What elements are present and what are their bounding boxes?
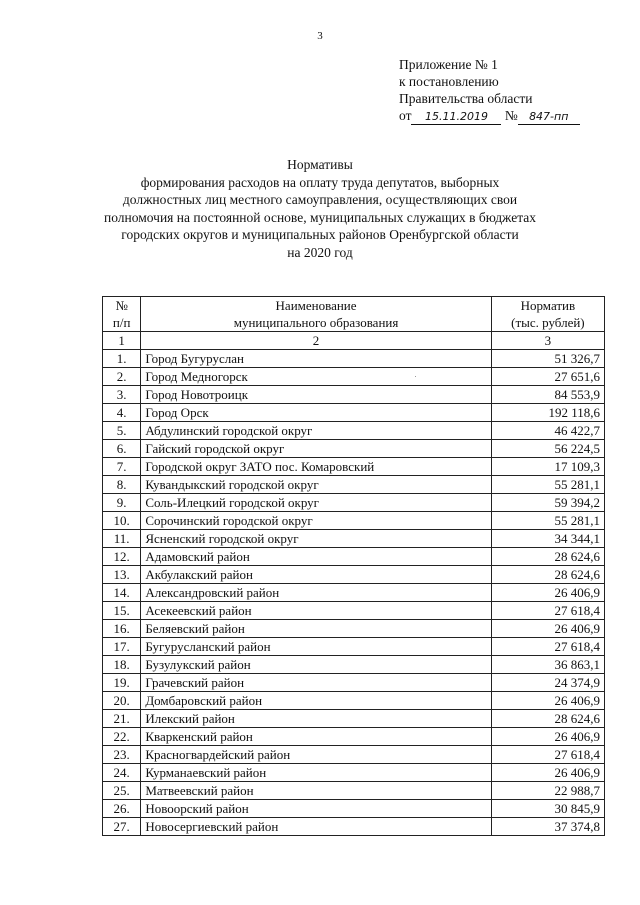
- norm-value: 30 845,9: [491, 800, 604, 818]
- row-number: 18.: [103, 656, 141, 674]
- municipality-name: Гайский городской округ: [141, 440, 491, 458]
- municipality-name: Грачевский район: [141, 674, 491, 692]
- norm-value: 59 394,2: [491, 494, 604, 512]
- header-num-line-1: №: [115, 298, 128, 313]
- table-row: [103, 800, 605, 818]
- table-row: [103, 746, 605, 764]
- title-line-6: на 2020 год: [287, 244, 353, 260]
- norm-value: 37 374,8: [491, 818, 604, 836]
- table-row: [103, 638, 605, 656]
- municipality-name: Акбулакский район: [141, 566, 491, 584]
- appendix-date-number: [399, 107, 580, 125]
- table-row: [103, 656, 605, 674]
- table-row: [103, 422, 605, 440]
- table-row: [103, 530, 605, 548]
- municipality-name: Городской округ ЗАТО пос. Комаровский: [141, 458, 491, 476]
- title-line-5: городских округов и муниципальных районов Оренбургской области: [121, 227, 519, 242]
- row-number: 13.: [103, 566, 141, 584]
- municipality-name: Беляевский район: [141, 620, 491, 638]
- table-header-row: [103, 297, 605, 332]
- row-number: 25.: [103, 782, 141, 800]
- norm-value: 51 326,7: [491, 350, 604, 368]
- norm-value: 17 109,3: [491, 458, 604, 476]
- row-number: 23.: [103, 746, 141, 764]
- norm-value: 24 374,9: [491, 674, 604, 692]
- row-number: 1.: [103, 350, 141, 368]
- table-row: [103, 728, 605, 746]
- row-number: 20.: [103, 692, 141, 710]
- norm-value: 26 406,9: [491, 692, 604, 710]
- table-row: [103, 368, 605, 386]
- norm-value: 27 651,6: [491, 368, 604, 386]
- norm-value: 27 618,4: [491, 638, 604, 656]
- table-row: [103, 386, 605, 404]
- row-number: 19.: [103, 674, 141, 692]
- row-number: 10.: [103, 512, 141, 530]
- row-number: 2.: [103, 368, 141, 386]
- column-number: 1: [103, 332, 141, 350]
- page-number: 3: [317, 30, 323, 42]
- header-value-line-1: Норматив: [520, 298, 576, 313]
- norm-value: 28 624,6: [491, 710, 604, 728]
- norm-value: 26 406,9: [491, 728, 604, 746]
- norm-value: 34 344,1: [491, 530, 604, 548]
- header-num-line-2: п/п: [112, 315, 131, 330]
- municipality-name: Город Медногорск: [141, 368, 491, 386]
- appendix-authority: Правительства области: [399, 91, 533, 106]
- title-line-1: Нормативы: [287, 157, 353, 172]
- row-number: 6.: [103, 440, 141, 458]
- column-number-row: [103, 332, 605, 350]
- municipality-name: Бугурусланский район: [141, 638, 491, 656]
- municipality-name: Новосергиевский район: [141, 818, 491, 836]
- table-row: [103, 818, 605, 836]
- row-number: 5.: [103, 422, 141, 440]
- appendix-title: Приложение № 1: [399, 57, 498, 72]
- norm-value: 26 406,9: [491, 620, 604, 638]
- municipality-name: Матвеевский район: [141, 782, 491, 800]
- row-number: 7.: [103, 458, 141, 476]
- row-number: 22.: [103, 728, 141, 746]
- row-number: 24.: [103, 764, 141, 782]
- table-row: [103, 602, 605, 620]
- municipality-name: Кувандыкский городской округ: [141, 476, 491, 494]
- row-number: 26.: [103, 800, 141, 818]
- municipality-name: Сорочинский городской округ: [141, 512, 491, 530]
- table-row: [103, 494, 605, 512]
- document-title: [0, 156, 640, 261]
- norm-value: 27 618,4: [491, 602, 604, 620]
- row-number: 3.: [103, 386, 141, 404]
- norm-value: 56 224,5: [491, 440, 604, 458]
- from-label: от: [399, 108, 412, 123]
- header-num: [103, 297, 141, 332]
- municipality-name: Кваркенский район: [141, 728, 491, 746]
- table-row: [103, 782, 605, 800]
- norm-value: 28 624,6: [491, 548, 604, 566]
- decree-number: 847-пп: [518, 110, 580, 125]
- norm-value: 28 624,6: [491, 566, 604, 584]
- row-number: 11.: [103, 530, 141, 548]
- appendix-reference: к постановлению: [399, 74, 499, 89]
- table-row: [103, 458, 605, 476]
- norm-value: 27 618,4: [491, 746, 604, 764]
- table-row: [103, 512, 605, 530]
- municipality-name: Адамовский район: [141, 548, 491, 566]
- row-number: 21.: [103, 710, 141, 728]
- header-name: [141, 297, 491, 332]
- norm-value: 26 406,9: [491, 584, 604, 602]
- table-row: [103, 440, 605, 458]
- municipality-name: Город Орск: [141, 404, 491, 422]
- column-number: 3: [491, 332, 604, 350]
- title-line-2: формирования расходов на оплату труда депутатов, выборных: [140, 174, 500, 190]
- municipality-name: Ясненский городской округ: [141, 530, 491, 548]
- norm-value: 55 281,1: [491, 476, 604, 494]
- table-row: [103, 620, 605, 638]
- row-number: 15.: [103, 602, 141, 620]
- row-number: 8.: [103, 476, 141, 494]
- norm-value: 36 863,1: [491, 656, 604, 674]
- municipality-name: Соль-Илецкий городской округ: [141, 494, 491, 512]
- appendix-header: [399, 56, 580, 125]
- table-row: [103, 476, 605, 494]
- norm-value: 22 988,7: [491, 782, 604, 800]
- row-number: 27.: [103, 818, 141, 836]
- municipality-name: Абдулинский городской округ: [141, 422, 491, 440]
- municipality-name: Новоорский район: [141, 800, 491, 818]
- municipality-name: Курманаевский район: [141, 764, 491, 782]
- title-line-3: должностных лиц местного самоуправления, осуществляющих свои: [122, 192, 518, 207]
- row-number: 14.: [103, 584, 141, 602]
- norm-value: 26 406,9: [491, 764, 604, 782]
- row-number: 9.: [103, 494, 141, 512]
- municipality-name: Илекский район: [141, 710, 491, 728]
- municipality-name: Домбаровский район: [141, 692, 491, 710]
- municipality-name: Город Бугуруслан: [141, 350, 491, 368]
- table-row: [103, 350, 605, 368]
- row-number: 16.: [103, 620, 141, 638]
- table-row: [103, 692, 605, 710]
- norm-value: 46 422,7: [491, 422, 604, 440]
- norm-value: 55 281,1: [491, 512, 604, 530]
- table-row: [103, 710, 605, 728]
- municipality-name: Александровский район: [141, 584, 491, 602]
- norm-value: 84 553,9: [491, 386, 604, 404]
- table-row: [103, 548, 605, 566]
- table-row: [103, 764, 605, 782]
- municipality-name: Город Новотроицк: [141, 386, 491, 404]
- title-line-4: полномочия на постоянной основе, муниципальных служащих в бюджетах: [103, 209, 537, 225]
- header-value: [491, 297, 604, 332]
- row-number: 12.: [103, 548, 141, 566]
- column-number: 2: [141, 332, 491, 350]
- row-number: 4.: [103, 404, 141, 422]
- municipality-name: Асекеевский район: [141, 602, 491, 620]
- header-name-line-2: муниципального образования: [233, 315, 399, 330]
- header-name-line-1: Наименование: [275, 298, 357, 313]
- municipality-name: Красногвардейский район: [141, 746, 491, 764]
- table-row: [103, 674, 605, 692]
- municipality-name: Бузулукский район: [141, 656, 491, 674]
- norm-value: 192 118,6: [491, 404, 604, 422]
- header-value-line-2: (тыс. рублей): [511, 315, 585, 330]
- norms-table: [102, 296, 605, 836]
- row-number: 17.: [103, 638, 141, 656]
- table-row: [103, 404, 605, 422]
- table-row: [103, 584, 605, 602]
- number-label: №: [504, 108, 518, 123]
- decree-date: 15.11.2019: [411, 110, 501, 125]
- table-row: [103, 566, 605, 584]
